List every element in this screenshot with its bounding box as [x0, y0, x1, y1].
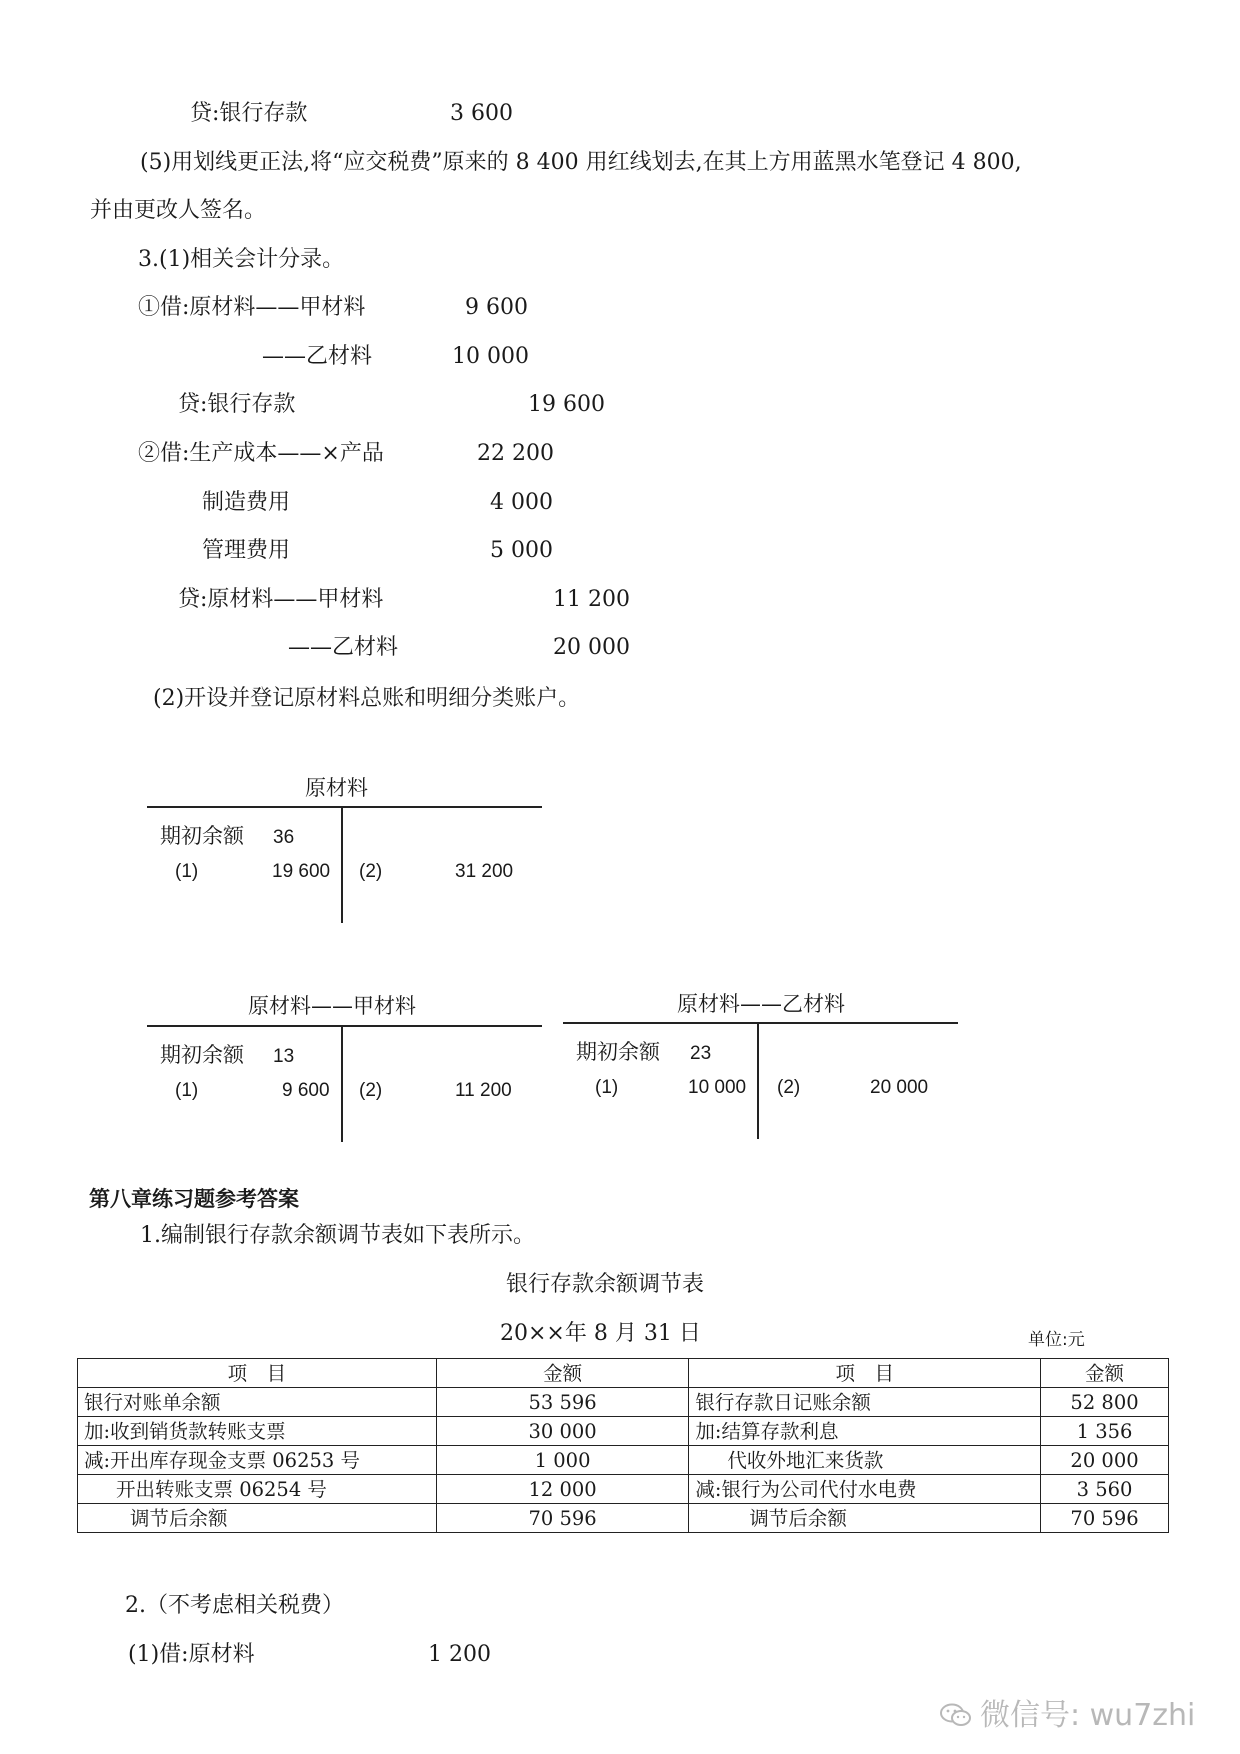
- entry1-debit1-label: ①借:原材料——甲材料: [138, 295, 366, 320]
- entry2-credit1-label: 贷:原材料——甲材料: [178, 587, 384, 612]
- cell-item-left: 减:开出库存现金支票 06253 号: [78, 1446, 437, 1475]
- t-account-credit-ref: (2): [777, 1077, 801, 1098]
- header-item-left: 项 目: [78, 1359, 437, 1388]
- entry1-credit-amount: 19 600: [528, 392, 605, 417]
- cell-item-left: 银行对账单余额: [78, 1388, 437, 1417]
- table-date: 20××年 8 月 31 日: [500, 1321, 701, 1346]
- entry2-debit3-amount: 5 000: [490, 538, 553, 563]
- wechat-icon: [940, 1700, 972, 1724]
- entry2-credit1-amount: 11 200: [553, 587, 630, 612]
- table-header-row: [78, 1359, 1169, 1388]
- entry1-debit2-label: ——乙材料: [262, 344, 373, 369]
- entry2-debit3-label: 管理费用: [202, 538, 291, 563]
- item5-text: (5)用划线更正法,将“应交税费”原来的 8 400 用红线划去,在其上方用蓝黑水笔登记 4 800,: [140, 150, 1022, 175]
- header-item-right: 项 目: [689, 1359, 1041, 1388]
- t-account-top-rule: [147, 1025, 542, 1027]
- cell-item-left: 加:收到销货款转账支票: [78, 1417, 437, 1446]
- cell-item-right: 减:银行为公司代付水电费: [689, 1475, 1041, 1504]
- cell-amount-right: 70 596: [1041, 1504, 1169, 1533]
- item5-continuation: 并由更改人签名。: [90, 198, 267, 223]
- t-account-debit-ref: (1): [595, 1077, 619, 1098]
- t-account-title: 原材料: [305, 776, 368, 800]
- t-account-debit-amount: 10 000: [688, 1077, 747, 1098]
- header-amount-right: 金额: [1041, 1359, 1169, 1388]
- table-title: 银行存款余额调节表: [506, 1272, 705, 1297]
- watermark-text: 微信号: wu7zhi: [980, 1698, 1196, 1733]
- cell-item-right: 调节后余额: [689, 1504, 1041, 1533]
- t-account-divider: [341, 806, 343, 923]
- table-unit: 单位:元: [1028, 1330, 1085, 1350]
- chapter8-item2: 2.（不考虑相关税费）: [125, 1593, 344, 1618]
- cell-amount-left: 53 596: [436, 1388, 689, 1417]
- cell-amount-left: 12 000: [436, 1475, 689, 1504]
- entry1-debit2-amount: 10 000: [452, 344, 529, 369]
- table-row: [78, 1504, 1169, 1533]
- entry2-credit2-amount: 20 000: [553, 635, 630, 660]
- t-account-credit-ref: (2): [359, 1080, 383, 1101]
- t-account-top-rule: [147, 806, 542, 808]
- chapter8-heading: 第八章练习题参考答案: [89, 1187, 299, 1211]
- t-account-opening-label: 期初余额: [160, 1043, 244, 1067]
- item2-entry-amount: 1 200: [428, 1642, 491, 1667]
- t-account-debit-amount: 19 600: [272, 861, 331, 882]
- credit-bank-label: 贷:银行存款: [190, 101, 308, 126]
- t-account-opening-label: 期初余额: [576, 1040, 660, 1064]
- entry2-debit2-amount: 4 000: [490, 490, 553, 515]
- table-row: [78, 1417, 1169, 1446]
- t-account-credit-amount: 20 000: [870, 1077, 929, 1098]
- table-row: [78, 1446, 1169, 1475]
- entry2-debit1-label: ②借:生产成本——×产品: [138, 441, 384, 466]
- header-amount-left: 金额: [436, 1359, 689, 1388]
- cell-amount-right: 52 800: [1041, 1388, 1169, 1417]
- table-row: [78, 1388, 1169, 1417]
- t-account-credit-amount: 11 200: [455, 1080, 512, 1101]
- bank-reconciliation-table: [77, 1358, 1169, 1533]
- cell-item-right: 代收外地汇来货款: [689, 1446, 1041, 1475]
- cell-amount-left: 1 000: [436, 1446, 689, 1475]
- t-account-divider: [341, 1025, 343, 1142]
- t-account-top-rule: [563, 1022, 958, 1024]
- t-account-opening-label: 期初余额: [160, 824, 244, 848]
- cell-item-left: 开出转账支票 06254 号: [78, 1475, 437, 1504]
- t-account-opening-value: 13: [273, 1046, 295, 1067]
- credit-bank-amount: 3 600: [450, 101, 513, 126]
- t-account-debit-amount: 9 600: [282, 1080, 330, 1101]
- section3-sub2-heading: (2)开设并登记原材料总账和明细分类账户。: [153, 686, 581, 711]
- entry1-debit1-amount: 9 600: [465, 295, 528, 320]
- t-account-divider: [757, 1022, 759, 1139]
- t-account-credit-amount: 31 200: [455, 861, 514, 882]
- t-account-debit-ref: (1): [175, 1080, 199, 1101]
- cell-amount-left: 70 596: [436, 1504, 689, 1533]
- t-account-title: 原材料——甲材料: [248, 994, 416, 1018]
- cell-item-right: 银行存款日记账余额: [689, 1388, 1041, 1417]
- watermark: [940, 1690, 1195, 1734]
- section3-heading: 3.(1)相关会计分录。: [138, 247, 345, 272]
- cell-item-right: 加:结算存款利息: [689, 1417, 1041, 1446]
- t-account-credit-ref: (2): [359, 861, 383, 882]
- cell-item-left: 调节后余额: [78, 1504, 437, 1533]
- cell-amount-right: 20 000: [1041, 1446, 1169, 1475]
- t-account-opening-value: 36: [273, 827, 295, 848]
- cell-amount-left: 30 000: [436, 1417, 689, 1446]
- t-account-debit-ref: (1): [175, 861, 199, 882]
- t-account-opening-value: 23: [690, 1043, 712, 1064]
- t-account-title: 原材料——乙材料: [677, 992, 845, 1016]
- entry1-credit-label: 贷:银行存款: [178, 392, 296, 417]
- entry2-debit2-label: 制造费用: [202, 490, 291, 515]
- table-row: [78, 1475, 1169, 1504]
- entry2-credit2-label: ——乙材料: [288, 635, 399, 660]
- item2-entry-label: (1)借:原材料: [128, 1642, 255, 1667]
- cell-amount-right: 3 560: [1041, 1475, 1169, 1504]
- cell-amount-right: 1 356: [1041, 1417, 1169, 1446]
- entry2-debit1-amount: 22 200: [477, 441, 554, 466]
- chapter8-item1: 1.编制银行存款余额调节表如下表所示。: [140, 1223, 535, 1248]
